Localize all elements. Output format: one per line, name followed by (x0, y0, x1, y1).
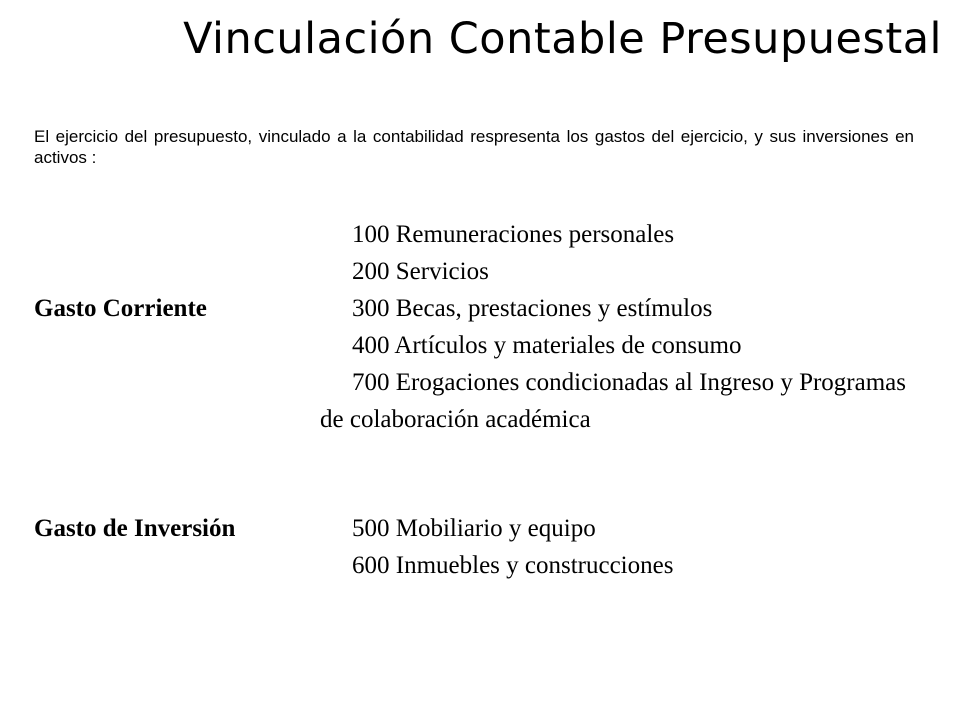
gasto-inversion-label: Gasto de Inversión (34, 515, 236, 542)
list-item: 500 Mobiliario y equipo (352, 515, 596, 542)
gasto-corriente-label: Gasto Corriente (34, 295, 207, 322)
list-item: 200 Servicios (352, 258, 489, 285)
list-item: 600 Inmuebles y construcciones (352, 552, 674, 579)
list-item: 700 Erogaciones condicionadas al Ingreso y Programas de colaboración académica (320, 369, 907, 433)
list-item: 400 Artículos y materiales de consumo (352, 332, 742, 359)
gasto-inversion-group (34, 510, 914, 584)
list-item: 300 Becas, prestaciones y estímulos (352, 295, 713, 322)
slide-title: Vinculación Contable Presupuestal (183, 14, 942, 64)
list-item: 100 Remuneraciones personales (352, 221, 675, 248)
gasto-corriente-list (34, 216, 914, 438)
intro-text: El ejercicio del presupuesto, vinculado a la contabilidad respresenta los gastos del ejercicio, y sus inversiones en activos : (34, 127, 914, 167)
gasto-corriente-group (34, 216, 914, 438)
